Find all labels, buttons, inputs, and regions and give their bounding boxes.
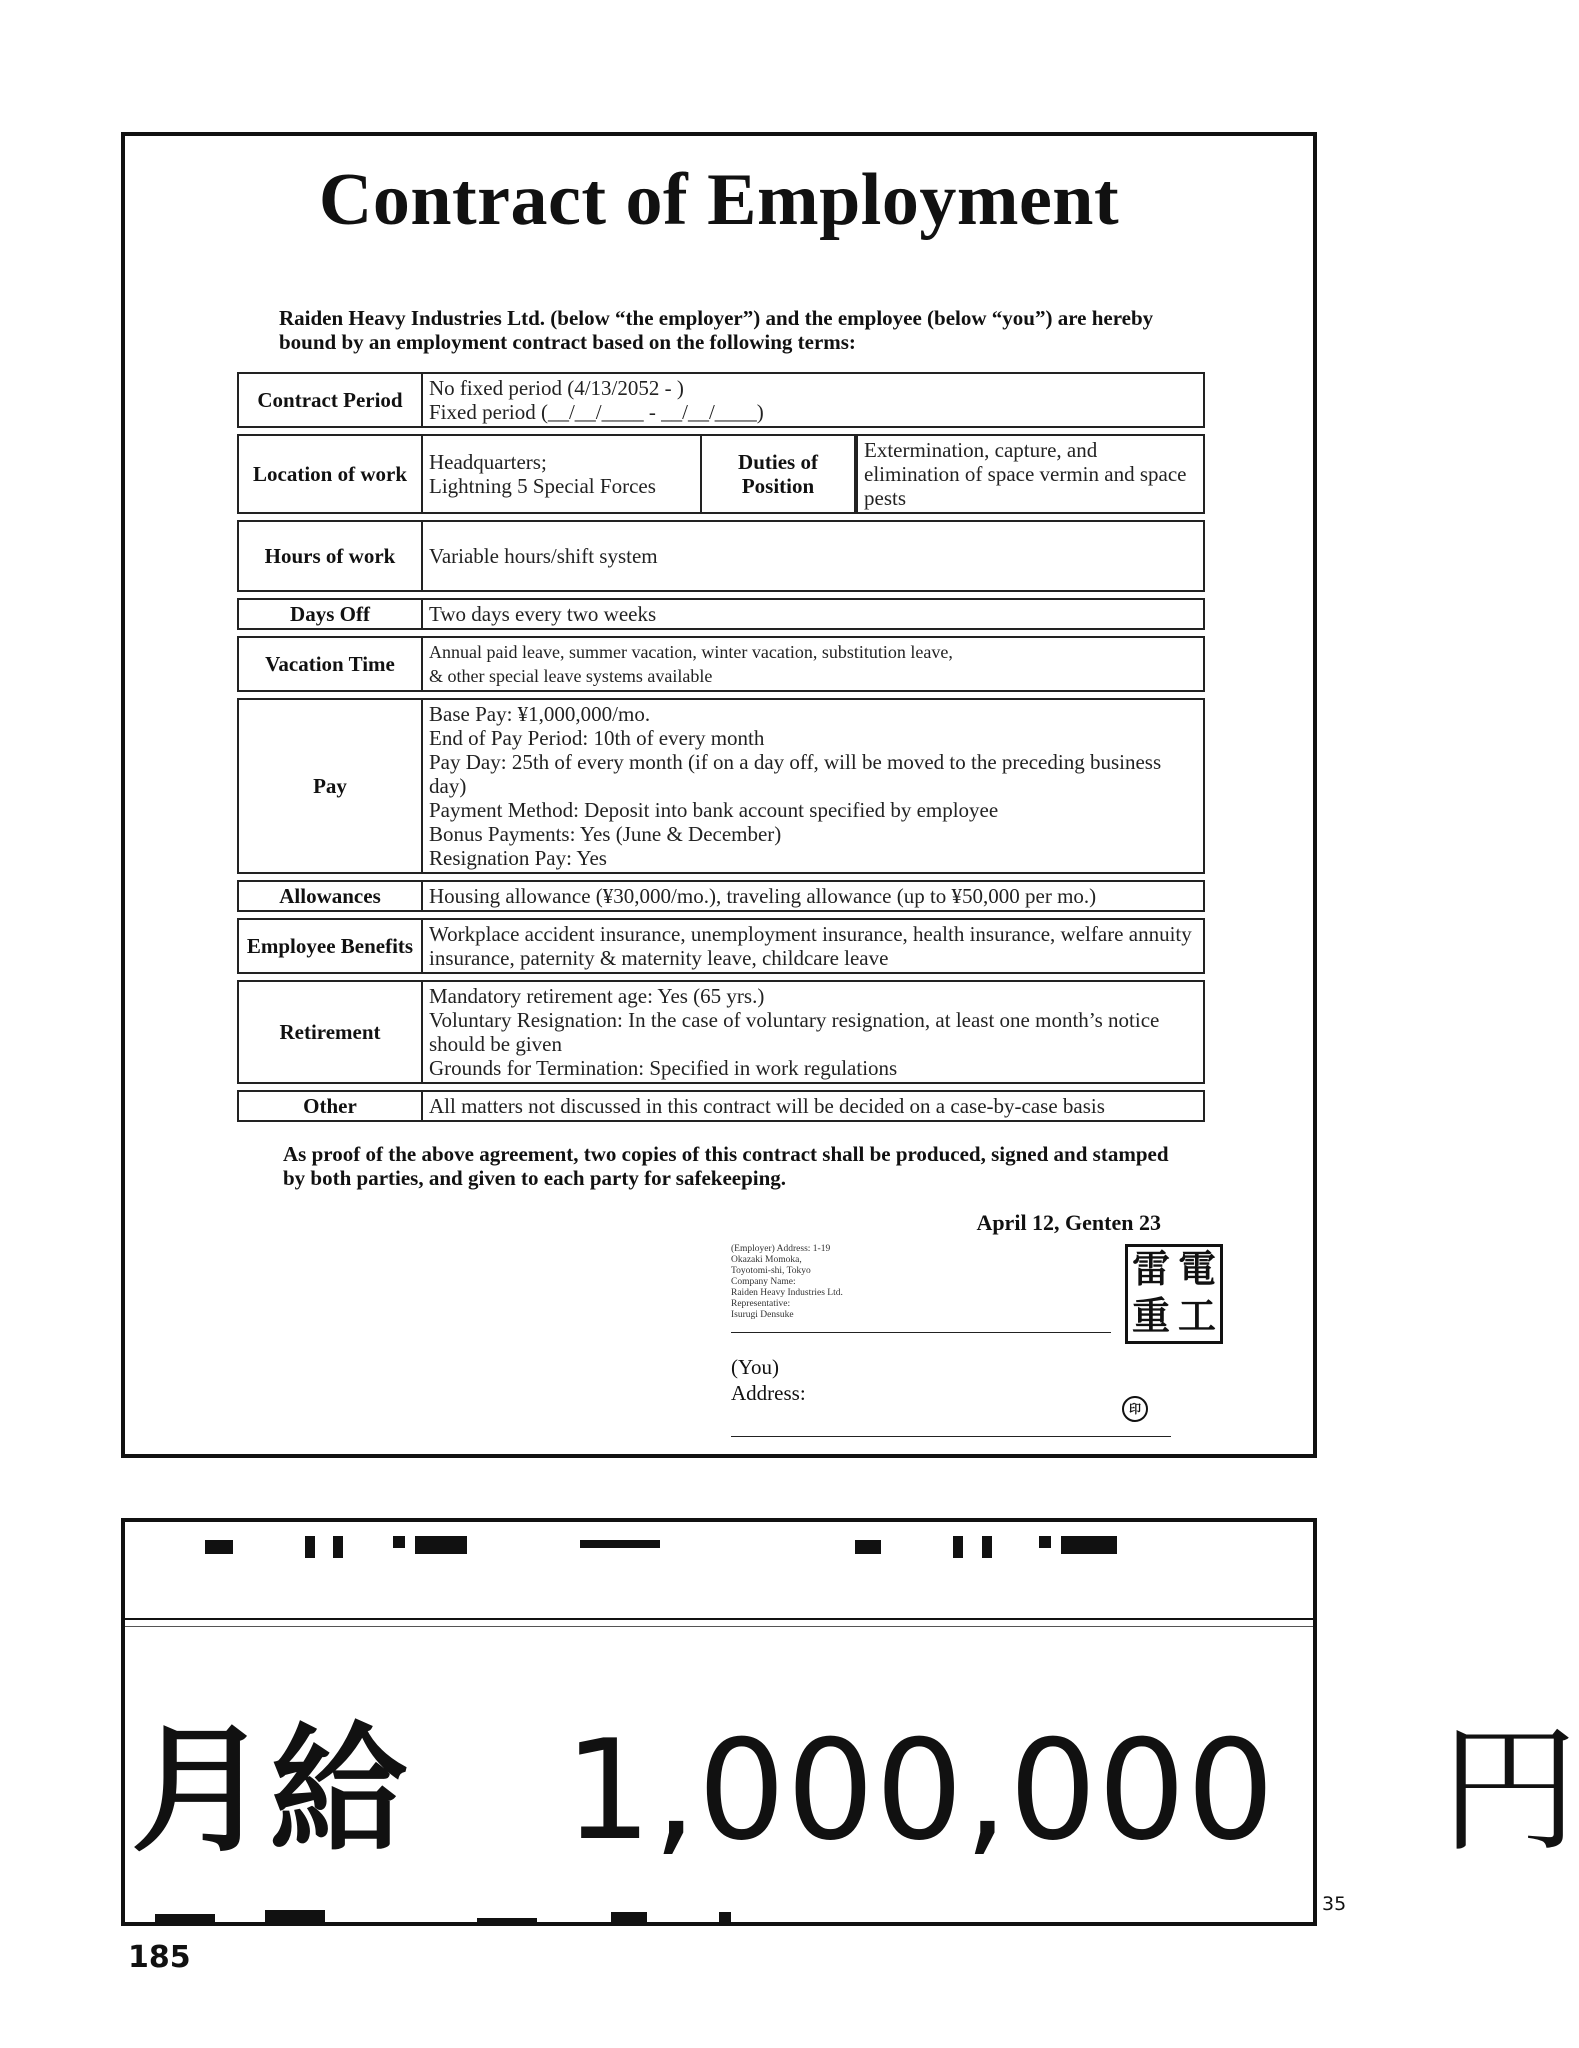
divider-line — [125, 1618, 1313, 1620]
label-vacation: Vacation Time — [237, 636, 421, 692]
row-pay — [237, 698, 1205, 874]
salary-amount: 1,000,000 — [564, 1710, 1276, 1871]
row-vacation — [237, 636, 1205, 692]
pay-line: Bonus Payments: Yes (June & December) — [429, 822, 782, 846]
vacation-line1: Annual paid leave, summer vacation, winter vacation, substitution leave, — [429, 642, 953, 662]
row-hours — [237, 520, 1205, 592]
value-other: All matters not discussed in this contract will be decided on a case-by-case basis — [421, 1090, 1205, 1122]
value-benefits: Workplace accident insurance, unemployment insurance, health insurance, welfare annuity insurance, paternity & maternity leave, childcare leave — [421, 918, 1205, 974]
monthly-salary-display — [131, 1680, 1579, 1878]
label-days-off: Days Off — [237, 598, 421, 630]
page-number: 185 — [128, 1940, 191, 1975]
contract-date: April 12, Genten 23 — [976, 1210, 1161, 1235]
employee-signature-line — [731, 1436, 1171, 1437]
employer-line: (Employer) Address: 1-19 — [731, 1244, 831, 1254]
seal-glyph: 重 — [1131, 1294, 1170, 1338]
value-hours: Variable hours/shift system — [421, 520, 1205, 592]
label-pay: Pay — [237, 698, 421, 874]
pay-line: Pay Day: 25th of every month (if on a day off, will be moved to the preceding business day) — [429, 750, 1162, 798]
value-location — [421, 434, 700, 514]
label-hours: Hours of work — [237, 520, 421, 592]
retirement-line: Grounds for Termination: Specified in work regulations — [429, 1056, 898, 1080]
employer-line: Company Name: — [731, 1277, 796, 1287]
pay-line: Payment Method: Deposit into bank account specified by employee — [429, 798, 999, 822]
label-benefits: Employee Benefits — [237, 918, 421, 974]
pay-line: Base Pay: ¥1,000,000/mo. — [429, 702, 651, 726]
label-other: Other — [237, 1090, 421, 1122]
contract-period-line2: Fixed period (__/__/____ - __/__/____) — [429, 400, 764, 424]
employer-signature-line — [731, 1332, 1111, 1333]
row-benefits — [237, 918, 1205, 974]
clipped-text-bottom — [125, 1894, 1313, 1930]
address-label: Address: — [731, 1381, 806, 1405]
label-contract-period: Contract Period — [237, 372, 421, 428]
employer-line: Toyotomi-shi, Tokyo — [731, 1266, 811, 1276]
label-duties: Duties of Position — [700, 434, 856, 514]
contract-panel — [121, 132, 1317, 1458]
panel-number: 35 — [1322, 1893, 1347, 1915]
divider-line — [125, 1626, 1313, 1627]
employee-seal-mark: 印 — [1122, 1396, 1148, 1422]
value-contract-period — [421, 372, 1205, 428]
employer-line: Okazaki Momoka, — [731, 1255, 802, 1265]
salary-yen: 円 — [1440, 1710, 1579, 1871]
value-duties: Extermination, capture, and elimination of space vermin and space pests — [856, 434, 1205, 514]
clipped-text-top — [125, 1522, 1313, 1564]
value-pay — [421, 698, 1205, 874]
label-retirement: Retirement — [237, 980, 421, 1084]
row-allowances — [237, 880, 1205, 912]
employer-line: Isurugi Densuke — [731, 1310, 794, 1320]
row-contract-period — [237, 372, 1205, 428]
contract-title: Contract of Employment — [318, 159, 1120, 241]
pay-line: Resignation Pay: Yes — [429, 846, 607, 870]
pay-line: End of Pay Period: 10th of every month — [429, 726, 765, 750]
closing-statement: As proof of the above agreement, two copies of this contract shall be produced, signed and stamped by both parties, and given to each party for safekeeping. — [283, 1142, 1169, 1190]
salary-kanji: 月給 — [131, 1710, 410, 1871]
terms-table — [237, 366, 1205, 1128]
employer-details — [731, 1244, 843, 1321]
location-line1: Headquarters; — [429, 450, 547, 474]
row-days-off — [237, 598, 1205, 630]
vacation-line2: & other special leave systems available — [429, 666, 713, 686]
seal-glyph: 雷 — [1131, 1247, 1170, 1291]
employee-block — [731, 1354, 806, 1406]
row-retirement — [237, 980, 1205, 1084]
retirement-line: Mandatory retirement age: Yes (65 yrs.) — [429, 984, 765, 1008]
retirement-line: Voluntary Resignation: In the case of voluntary resignation, at least one month’s notice should be given — [429, 1008, 1160, 1056]
value-allowances: Housing allowance (¥30,000/mo.), traveling allowance (up to ¥50,000 per mo.) — [421, 880, 1205, 912]
you-label: (You) — [731, 1355, 780, 1379]
value-vacation — [421, 636, 1205, 692]
row-location — [237, 434, 1205, 514]
company-seal-stamp — [1125, 1244, 1223, 1344]
contract-intro: Raiden Heavy Industries Ltd. (below “the employer”) and the employee (below “you”) are hereby bound by an employment contract based on the following terms: — [279, 306, 1154, 354]
label-allowances: Allowances — [237, 880, 421, 912]
value-retirement — [421, 980, 1205, 1084]
contract-period-line1: No fixed period (4/13/2052 - ) — [429, 376, 684, 400]
label-location: Location of work — [237, 434, 421, 514]
location-line2: Lightning 5 Special Forces — [429, 474, 656, 498]
value-days-off: Two days every two weeks — [421, 598, 1205, 630]
employer-line: Raiden Heavy Industries Ltd. — [731, 1288, 843, 1298]
seal-glyph: 工 — [1177, 1294, 1216, 1338]
employer-line: Representative: — [731, 1299, 791, 1309]
seal-glyph: 電 — [1177, 1247, 1216, 1291]
row-other — [237, 1090, 1205, 1122]
